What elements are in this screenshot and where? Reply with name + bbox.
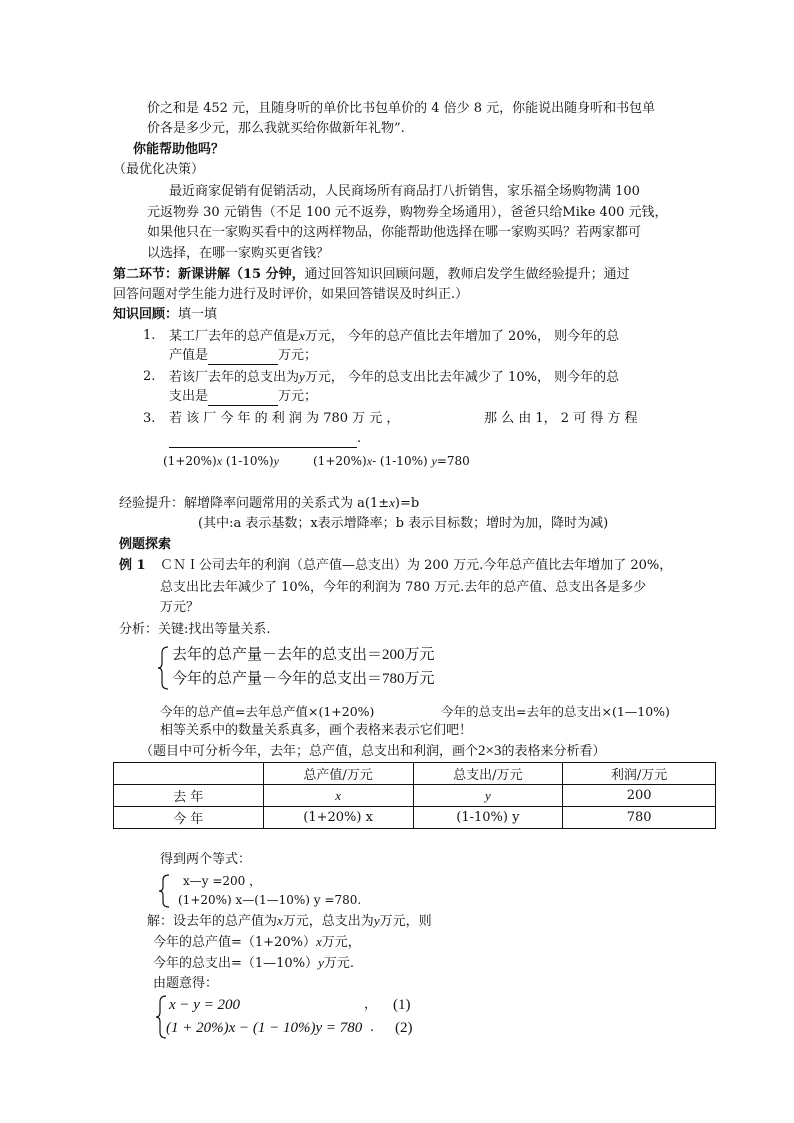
step-2-y: y xyxy=(318,955,324,970)
analysis-table xyxy=(113,762,716,829)
q2-text-c: 支出是 xyxy=(169,389,209,404)
paragraph-line-2: 元返物券 30 元销售（不足 100 元不返券，购物券全场通用），爸爸只给Mike 400 元钱， xyxy=(147,205,668,220)
table-cell: x xyxy=(263,785,413,807)
system-eq-1-punct: ， xyxy=(364,997,378,1012)
relation-3: 相等关系中的数量关系真多，画个表格来表示它们吧！ xyxy=(160,723,473,738)
solution-y: y xyxy=(373,913,380,928)
solution-text-a: 解：设去年的总产值为 xyxy=(147,914,278,929)
q3-number: 3. xyxy=(143,411,156,426)
section2-line-1 xyxy=(113,266,630,284)
answer-1-mid: (1-10%) xyxy=(225,454,274,468)
analysis-line: 分析：关键:找出等量关系. xyxy=(119,622,271,637)
q2-number: 2. xyxy=(143,369,156,384)
example-line-1: ＣＮＩ公司去年的利润（总产值—总支出）为 200 万元.今年总产值比去年增加了 20%， xyxy=(160,558,673,573)
section-tag: （最优化决策） xyxy=(113,162,205,177)
q3-blank[interactable] xyxy=(169,433,357,448)
q1-text-a: 某工厂去年的总产值是 xyxy=(169,329,300,344)
solution-x: x xyxy=(277,913,283,928)
q2-blank[interactable] xyxy=(208,391,278,406)
derive-eq-1: x—y =200 ， xyxy=(183,874,262,888)
solution-line xyxy=(147,912,432,931)
experience-x: x xyxy=(389,495,395,510)
table-header-row xyxy=(114,763,716,785)
step-2-b: 万元. xyxy=(323,956,354,971)
relation-4-math: 2×3 xyxy=(478,743,502,759)
table-cell: 780 xyxy=(563,807,716,829)
step-1-x: x xyxy=(315,934,322,949)
answer-1-y: y xyxy=(273,454,279,468)
table-row xyxy=(114,807,716,829)
example-heading: 例题探索 xyxy=(119,537,172,552)
table-row xyxy=(114,785,716,807)
review-title: 知识回顾： xyxy=(113,307,179,322)
step-1-b: 万元， xyxy=(321,935,361,950)
q3-text-a: 若 该 厂 今 年 的 利 润 为 780 万 元 ， xyxy=(169,411,400,426)
answer-1-a: (1+20%) xyxy=(163,454,217,468)
answer-2-x: x xyxy=(366,454,373,468)
example-line-3: 万元？ xyxy=(160,600,200,615)
q1-var: x xyxy=(299,328,305,343)
q2-text-a: 若该厂去年的总支出为 xyxy=(169,370,300,385)
system-eq-2: (1 + 20%)x − (1 − 10%)y = 780 xyxy=(166,1020,363,1036)
answer-1-x: x xyxy=(216,454,223,468)
answer-2-a: (1+20%) xyxy=(313,454,367,468)
q1-blank[interactable] xyxy=(208,350,278,365)
table-cell: 去 年 xyxy=(114,785,264,807)
relation-4-a: （题目中可分析今年，去年；总产值，总支出和利润，画个 xyxy=(140,744,479,759)
example-label: 例 1 xyxy=(119,558,146,573)
relation-4-b: 的表格来分析看） xyxy=(501,744,606,759)
table-cell: (1+20%) x xyxy=(263,807,413,829)
answer-2 xyxy=(313,452,470,470)
q1-line-2 xyxy=(169,347,317,365)
table-cell: 今 年 xyxy=(114,807,264,829)
step-2-a: 今年的总支出=（1—10%） xyxy=(153,956,319,971)
table-header-cell: 利润/万元 xyxy=(563,763,716,785)
q1-text-c: 产值是 xyxy=(169,348,209,363)
q1-number: 1. xyxy=(143,328,156,343)
solution-step-1 xyxy=(153,933,361,952)
equation-2: 今年的总产量－今年的总支出＝780万元 xyxy=(172,671,435,687)
review-subtitle: 填一填 xyxy=(178,307,218,322)
system-eq-2-number: (2) xyxy=(395,1020,413,1036)
q2-text-b: 万元， 今年的总支出比去年减少了 10%， 则今年的总 xyxy=(304,370,620,385)
paragraph-line-3: 如果他只在一家购买看中的这两样物品，你能帮助他选择在哪一家购买吗？若两家都可 xyxy=(147,225,642,240)
table-cell: (1-10%) y xyxy=(413,807,563,829)
table-cell: y xyxy=(413,785,563,807)
q1-text-b: 万元， 今年的总产值比去年增加了 20%， 则今年的总 xyxy=(304,329,620,344)
system-eq-1: x − y = 200 xyxy=(169,997,241,1013)
experience-line-2: (其中:a 表示基数；x表示增降率；b 表示目标数；增时为加，降时为减) xyxy=(198,516,609,531)
q3-line-2 xyxy=(169,430,361,448)
relation-4 xyxy=(140,742,606,761)
table-header-cell: 总产值/万元 xyxy=(263,763,413,785)
section2-line-2: 回答问题对学生能力进行及时评价，如果回答错误及时纠正.） xyxy=(113,287,469,302)
section2-text: 通过回答知识回顾问题，教师启发学生做经验提升；通过 xyxy=(304,267,630,282)
solution-text-c: 万元，则 xyxy=(379,914,432,929)
derive-title: 得到两个等式： xyxy=(160,852,252,867)
step-1-a: 今年的总产值=（1+20%） xyxy=(153,935,316,950)
relation-2: 今年的总支出=去年的总支出×(1—10%) xyxy=(441,704,670,719)
brace-icon xyxy=(156,645,172,691)
answer-2-mid: - (1-10%) xyxy=(372,454,428,468)
q2-line-2 xyxy=(169,388,317,406)
relation-1: 今年的总产值=去年总产值×(1+20%) xyxy=(160,704,375,719)
brace-icon xyxy=(158,873,172,909)
paragraph-line-1: 最近商家促销有促销活动，人民商场所有商品打八折销售，家乐福全场购物满 100 xyxy=(169,184,640,199)
table-cell: 200 xyxy=(563,785,716,807)
table-header-cell: 总支出/万元 xyxy=(413,763,563,785)
experience-line-1 xyxy=(119,494,419,513)
system-eq-1-number: (1) xyxy=(393,997,411,1013)
q3-text-b: 那 么 由 1， 2 可 得 方 程 xyxy=(484,411,638,426)
q1-text-d: 万元； xyxy=(278,348,318,363)
intro-line-1: 价之和是 452 元，且随身听的单价比书包单价的 4 倍少 8 元，你能说出随身听和书包单 xyxy=(147,101,656,116)
q2-var: y xyxy=(299,369,305,384)
q3-end: . xyxy=(357,431,362,446)
derive-eq-2: (1+20%) x—(1—10%) y =780. xyxy=(178,893,362,907)
answer-1 xyxy=(163,452,279,470)
solution-step-2 xyxy=(153,954,354,973)
review-heading xyxy=(113,306,217,324)
experience-text-a: 经验提升：解增降率问题常用的关系式为 a(1± xyxy=(119,496,390,511)
equation-1: 去年的总产量－去年的总支出＝200万元 xyxy=(172,647,435,663)
q2-line-1 xyxy=(169,368,619,387)
experience-text-b: )=b xyxy=(394,496,420,511)
section2-title: 第二环节：新课讲解（15 分钟， xyxy=(113,267,305,282)
question-heading: 你能帮助他吗？ xyxy=(133,142,225,157)
paragraph-line-4: 以选择，在哪一家购买更省钱？ xyxy=(147,246,330,261)
q2-text-d: 万元； xyxy=(278,389,318,404)
system-eq-2-punct: . xyxy=(370,1020,375,1035)
solution-text-b: 万元，总支出为 xyxy=(282,914,374,929)
answer-2-y: y xyxy=(431,454,437,468)
table-header-cell xyxy=(114,763,264,785)
solution-step-3: 由题意得： xyxy=(153,976,219,991)
intro-line-2: 价各是多少元，那么我就买给你做新年礼物”. xyxy=(147,121,405,136)
q1-line-1 xyxy=(169,327,619,346)
answer-2-end: =780 xyxy=(436,454,470,468)
example-line-2: 总支出比去年减少了 10%，今年的利润为 780 万元.去年的总产值、总支出各是多少 xyxy=(160,580,647,595)
